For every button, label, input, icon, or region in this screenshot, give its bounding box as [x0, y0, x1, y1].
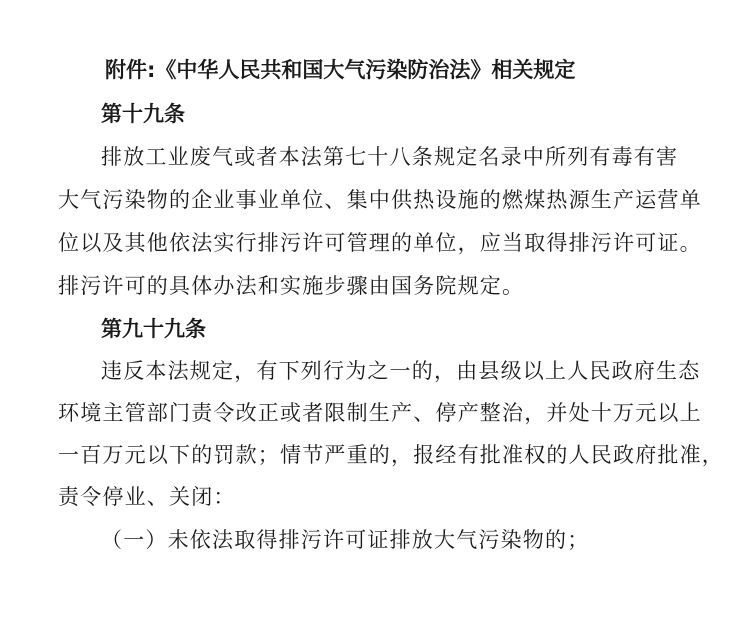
section-heading-article-99: 第九十九条 [101, 317, 206, 341]
paragraph-line: 位以及其他依法实行排污许可管理的单位，应当取得排污许可证。 [58, 231, 702, 255]
paragraph-line: 一百万元以下的罚款；情节严重的，报经有批准权的人民政府批准， [58, 443, 724, 467]
paragraph-line: 排污许可的具体办法和实施步骤由国务院规定。 [58, 274, 525, 298]
paragraph-line: 违反本法规定，有下列行为之一的，由县级以上人民政府生态 [101, 359, 701, 383]
paragraph-line: 大气污染物的企业事业单位、集中供热设施的燃煤热源生产运营单 [58, 188, 702, 212]
document-title: 附件:《中华人民共和国大气污染防治法》相关规定 [105, 58, 576, 82]
list-item-1: （一）未依法取得排污许可证排放大气污染物的； [101, 528, 590, 552]
paragraph-line: 环境主管部门责令改正或者限制生产、停产整治，并处十万元以上 [58, 401, 702, 425]
paragraph-line: 排放工业废气或者本法第七十八条规定名录中所列有毒有害 [101, 145, 679, 169]
paragraph-line: 责令停业、关闭： [58, 485, 236, 509]
section-heading-article-19: 第十九条 [101, 102, 185, 126]
